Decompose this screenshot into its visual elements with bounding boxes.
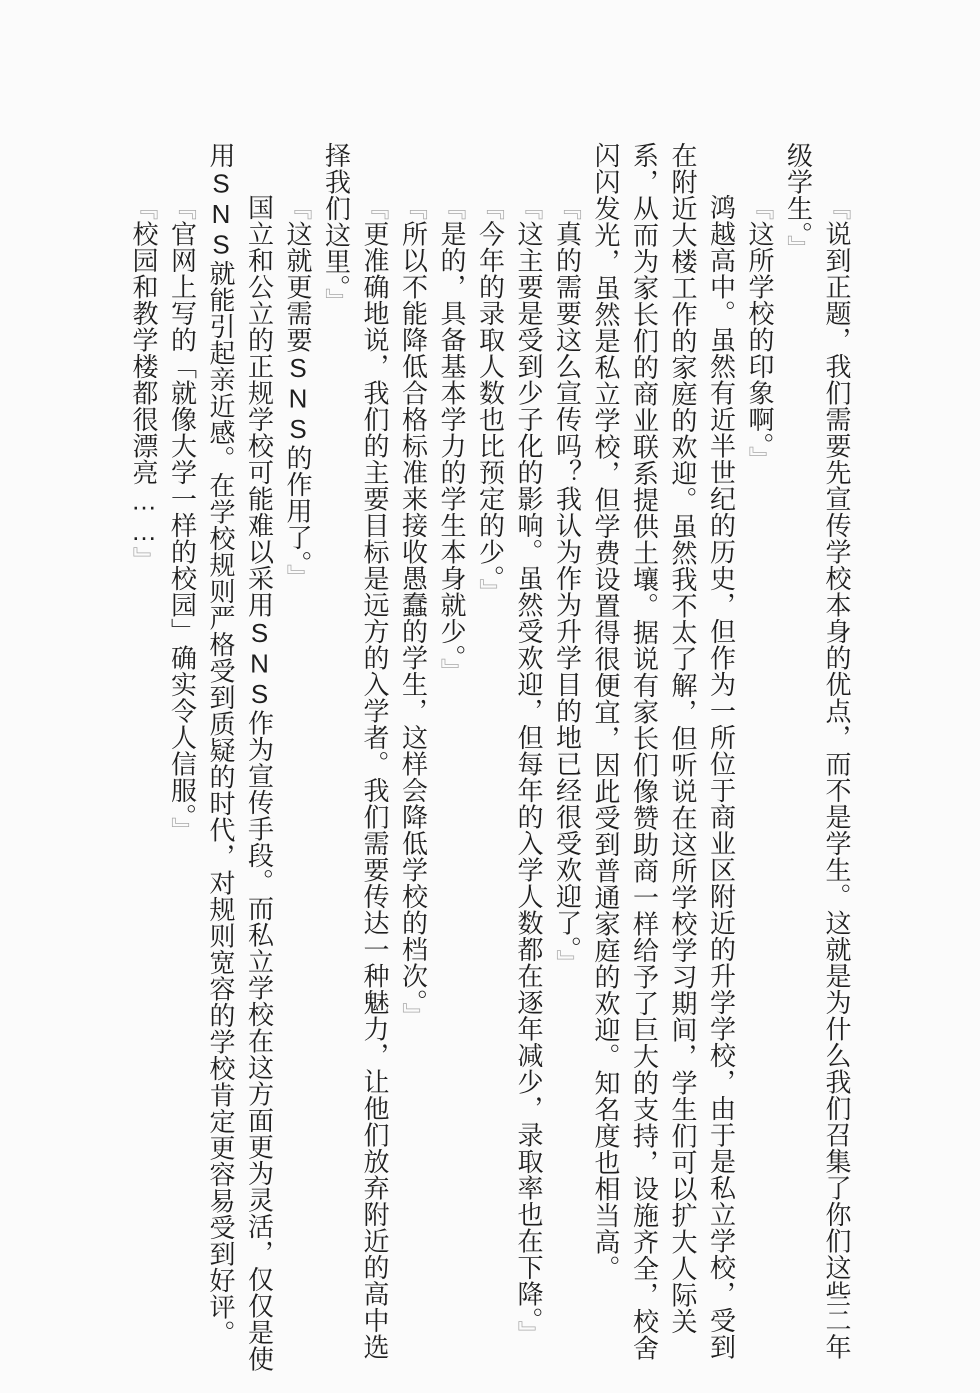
quote-open-bracket: 『 [283, 194, 313, 221]
quote-open-bracket: 『 [398, 194, 429, 221]
quote-close-bracket: 』 [783, 235, 814, 262]
paragraph-text: 国立和公立的正规学校可能难以采用SNS作为宣传手段。而私立学校在这方面更为灵活，仅仅是使用SNS就能引起亲近感。在学校规则严格受到质疑的时代，对规则宽容的学校肯定更容易受到好评。 [206, 142, 275, 1372]
quote-close-bracket: 』 [398, 1002, 429, 1029]
paragraph-text: 说到正题，我们需要先宣传学校本身的优点，而不是学生。这就是为什么我们召集了你们这些二年级学生。 [783, 142, 852, 1360]
paragraph-text: 这主要是受到少子化的影响。虽然受欢迎，但每年的入学人数都在逐年减少，录取率也在下降。 [514, 220, 544, 1321]
paragraph [548, 142, 587, 1382]
quote-close-bracket: 』 [552, 949, 583, 976]
paragraph [202, 142, 279, 1382]
quote-open-bracket: 『 [552, 194, 583, 221]
paragraph [394, 142, 433, 1382]
paragraph [279, 142, 318, 1382]
paragraph-text: 更准确地说，我们的主要目标是远方的入学者。我们需要传达一种魅力，让他们放弃附近的高中选择我们这里。 [321, 142, 390, 1360]
paragraph-text: 所以不能降低合格标准来接收愚蠢的学生，这样会降低学校的档次。 [398, 220, 429, 1003]
quote-close-bracket: 』 [437, 658, 467, 685]
vertical-text-flow [125, 142, 857, 1382]
quote-open-bracket: 『 [129, 194, 159, 221]
quote-open-bracket: 『 [745, 194, 775, 221]
quote-close-bracket: 』 [514, 1320, 544, 1347]
paragraph [433, 142, 472, 1382]
paragraph-text: 真的需要这么宣传吗？我认为作为升学目的地已经很受欢迎了。 [552, 220, 583, 950]
paragraph [125, 142, 164, 1382]
quote-close-bracket: 』 [129, 546, 159, 573]
paragraph [587, 142, 741, 1382]
paragraph [741, 142, 780, 1382]
paragraph-text: 这所学校的印象啊。 [745, 220, 775, 446]
paragraph [779, 142, 856, 1382]
quote-close-bracket: 』 [321, 288, 352, 315]
paragraph-text: 是的，具备基本学力的学生本身就少。 [437, 220, 467, 658]
quote-open-bracket: 『 [822, 194, 852, 221]
quote-open-bracket: 『 [360, 194, 390, 221]
quote-open-bracket: 『 [437, 194, 467, 221]
paragraph [163, 142, 202, 1382]
quote-close-bracket: 』 [745, 446, 775, 473]
quote-close-bracket: 』 [167, 817, 198, 844]
quote-open-bracket: 『 [475, 194, 506, 221]
paragraph [471, 142, 510, 1382]
paragraph-text: 鸿越高中。虽然有近半世纪的历史，但作为一所位于商业区附近的升学学校，由于是私立学校，受到在附近大楼工作的家庭的欢迎。虽然我不太了解，但听说在这所学校学习期间，学生们可以扩大人际关系，从而为家长们的商业联系提供土壤。据说有家长们像赞助商一样给予了巨大的支持，设施齐全，校舍闪闪发光，虽然是私立学校，但学费设置得很便宜，因此受到普通家庭的欢迎。知名度也相当高。 [591, 142, 737, 1361]
paragraph [510, 142, 549, 1382]
quote-open-bracket: 『 [167, 194, 198, 221]
paragraph-text: 校园和教学楼都很漂亮…… [129, 220, 159, 547]
quote-close-bracket: 』 [475, 578, 506, 605]
quote-close-bracket: 』 [283, 564, 313, 591]
paragraph-text: 这就更需要SNS的作用了。 [283, 220, 313, 564]
paragraph-text: 今年的录取人数也比预定的少。 [475, 220, 506, 579]
paragraph-text: 官网上写的「就像大学一样的校园」确实令人信服。 [167, 220, 198, 817]
paragraph [317, 142, 394, 1382]
quote-open-bracket: 『 [514, 194, 544, 221]
